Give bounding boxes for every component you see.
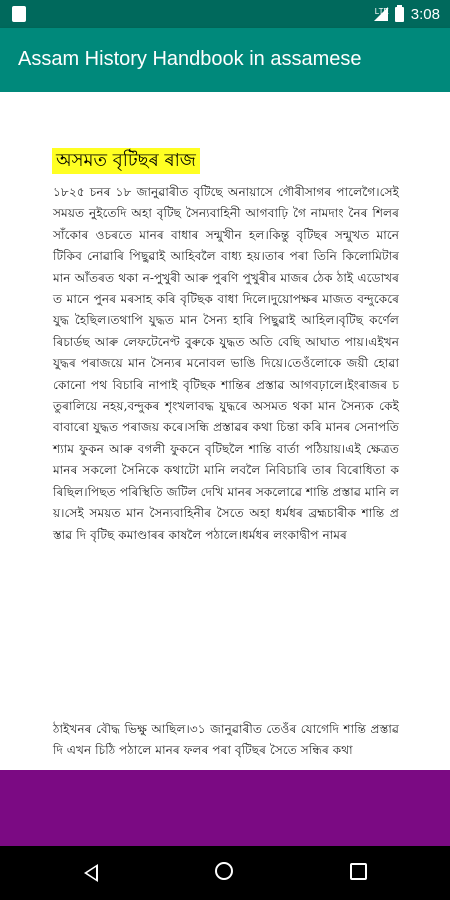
network-type-label: LTE (374, 7, 389, 16)
app-title: Assam History Handbook in assamese (18, 48, 362, 70)
navigation-bar (0, 846, 450, 900)
home-icon[interactable] (215, 862, 233, 880)
article-paragraph: ১৮২৫ চনৰ ১৮ জানুৱাৰীত বৃটিছে অনায়াসে গৌৰীসাগৰ পালেগৈ।সেই সময়ত নুইতেদি অহা বৃটিছ সৈন্যবাহিনী আগবাঢ়ি গৈ নামদাং নৈৰ শিলৰ সাঁকোৰ ওচৰতে মানৰ বাধাৰ সন্মুখীন হল।কিন্তু বৃটিছৰ সন্মুখত মানে টিকিব নোৱাৰি পিছুৱাই আহিবলৈ বাধ্য হয়।তাৰ পৰা তিনি কিলোমিটাৰমান আঁতৰত থকা ন-পুখুৰী আৰু পুৰণি পুখুৰীৰ মাজৰ ঠেক ঠাই এডোখৰত মানে পুনৰ মৰসাহ কৰি বৃটিছক বাধা দিলে।দুয়োপক্ষৰ মাজত বন্দুকেৰে যুদ্ধ হৈছিল।তথাপি যুদ্ধত মান সৈন্য হাৰি পিছুৱাই আহিল।বৃটিছ কৰ্ণেল ৰিচাৰ্ডছ আৰু লেফটেনেণ্ট বুৰুকে যুদ্ধত অতি বেছি আঘাত পায়।এইখন যুদ্ধৰ পৰাজয়ে মান সৈন্যৰ মনোবল ভাঙি দিয়ে।তেওঁলোকে জয়ী হোৱা কোনো পথ বিচাৰি নাপাই বৃটিছক শান্তিৰ প্ৰস্তাৱ আগবঢ়ালে।ইংৰাজৰ চতুৰালিয়ে নহয়,বন্দুকৰ শৃংখলাবদ্ধ যুদ্ধৰে অসমত থকা মান সৈন্যক কেইবাবাৰো যুদ্ধত পৰাজয় কৰে।সন্ধি প্ৰস্তাৱৰ কথা চিন্তা কৰি মানৰ সেনাপতি শ্যাম ফুকন আৰু বগলী ফুকনে বৃটিছলৈ শান্তি বাৰ্তা পঠিয়ায়।এই ক্ষেত্ৰত মানৰ সকলো সৈনিকে কথাটো মানি লবলৈ নিবিচাৰি তাৰ বিৰোধিতা কৰিছিল।পিছত পৰিস্থিতি জটিল দেখি মানৰ সকলোৱে শান্তি প্ৰস্তাৱ মানি লয়।সেই সময়ত মান সৈন্যবাহিনীৰ সৈতে অহা ধৰ্মধৰ ব্ৰহ্মচাৰীক শান্তি প্ৰস্তাৱ দি বৃটিছ কমাণ্ডাৰৰ কাষলৈ পঠালে।ধৰ্মধৰ লংকাদ্বীপ নামৰ (53, 185, 399, 542)
status-time: 3:08 (410, 5, 440, 23)
status-bar (0, 0, 450, 28)
battery-icon (395, 7, 404, 22)
recents-icon[interactable] (350, 863, 367, 880)
article-scroll-view[interactable] (0, 92, 450, 770)
signal-icon (374, 7, 388, 21)
article-heading: অসমত বৃটিছৰ ৰাজ (52, 148, 200, 174)
article-paragraph-continued: ঠাইখনৰ বৌদ্ধ ভিক্ষু আছিল।৩১ জানুৱাৰীত তেওঁৰ যোগেদি শান্তি প্ৰস্তাৱ দি এখন চিঠি পঠালে মানৰ ফলৰ পৰা বৃটিছৰ সৈতে সন্ধিৰ কথা (53, 722, 399, 758)
ad-banner[interactable] (0, 770, 450, 846)
app-toolbar (0, 28, 450, 92)
notification-icon (12, 6, 26, 22)
back-icon[interactable] (84, 864, 98, 882)
status-icons (374, 4, 440, 24)
